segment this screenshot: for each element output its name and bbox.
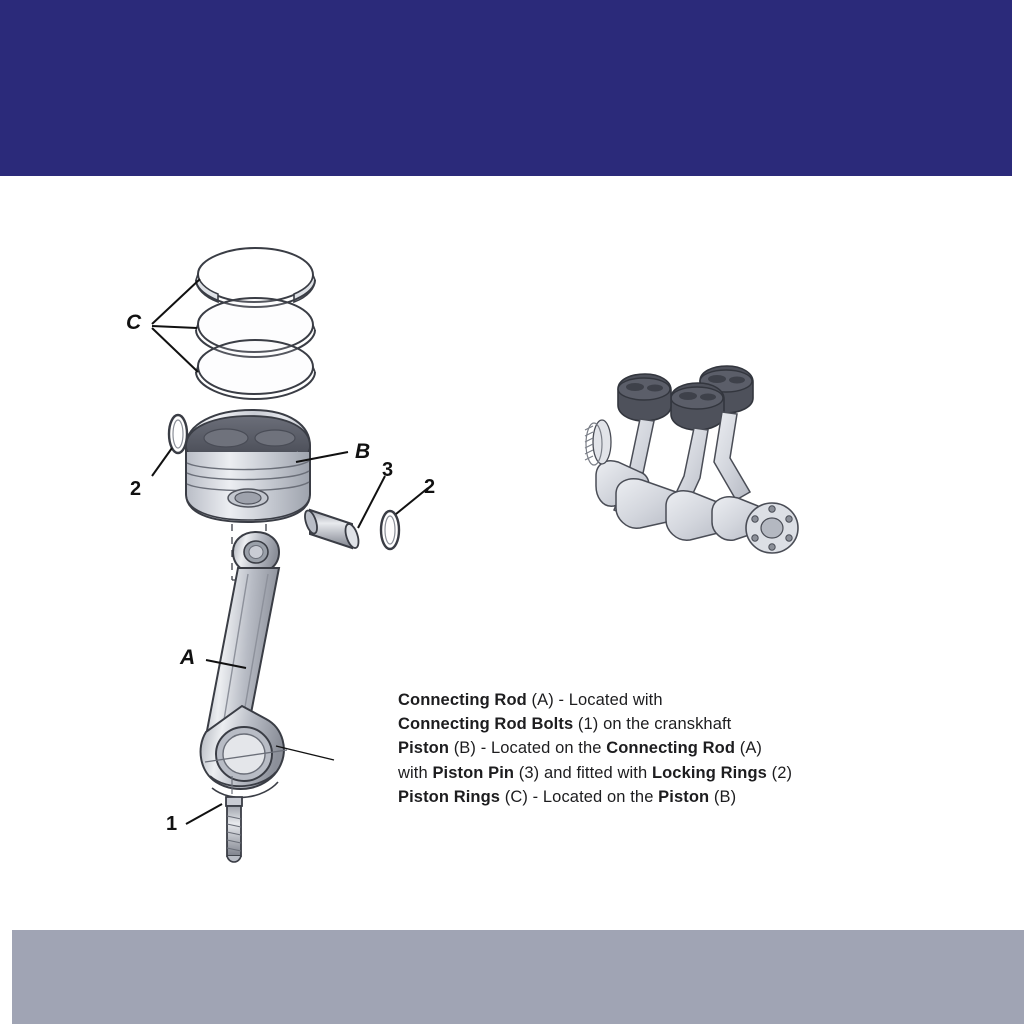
callout-a: A xyxy=(180,646,196,669)
caption-text-1: (A) - Located with xyxy=(526,691,663,709)
callout-3: 3 xyxy=(382,459,394,481)
assembly-piston-front xyxy=(618,374,671,421)
locking-ring-right xyxy=(381,488,428,549)
caption-term-piston-2: Piston xyxy=(658,787,710,806)
caption-line-4 xyxy=(398,761,878,785)
locking-ring-left xyxy=(152,415,187,476)
piston-pin xyxy=(303,476,385,550)
caption-term-connecting-rod-bolts: Connecting Rod Bolts xyxy=(398,715,574,734)
caption-term-connecting-rod: Connecting Rod xyxy=(398,691,527,709)
caption-term-piston-pin: Piston Pin xyxy=(432,763,515,782)
exploded-view-figure xyxy=(0,176,1024,930)
caption-line-3 xyxy=(398,736,878,760)
piston-ring-3 xyxy=(196,340,315,399)
caption-term-connecting-rod-2: Connecting Rod xyxy=(606,739,736,758)
caption-term-piston: Piston xyxy=(398,739,450,758)
caption-line-5 xyxy=(398,785,878,809)
connecting-rod-bolt xyxy=(186,797,242,862)
callout-c: C xyxy=(126,311,142,334)
connecting-rod xyxy=(201,532,334,797)
footer-band xyxy=(12,930,1024,1024)
caption-text-4c: (2) xyxy=(766,763,793,782)
caption-text-5a: (C) - Located on the xyxy=(500,787,659,806)
caption-text-3a: (B) - Located on the xyxy=(449,739,607,758)
piston-rings-group xyxy=(152,248,315,399)
caption-text-5b: (B) xyxy=(709,787,737,806)
caption-line-2 xyxy=(398,712,878,736)
caption-block xyxy=(398,688,878,809)
header-band xyxy=(0,0,1012,176)
assembly-piston-mid xyxy=(671,383,724,430)
callout-b: B xyxy=(355,440,371,463)
caption-term-piston-rings: Piston Rings xyxy=(398,787,501,806)
caption-text-2: (1) on the cranskhaft xyxy=(573,715,732,734)
callout-2-right: 2 xyxy=(424,476,436,498)
crank-assembly-thumbnail xyxy=(585,366,798,553)
callout-2-left: 2 xyxy=(130,478,142,500)
crank-gear xyxy=(585,420,611,465)
diagram-stage xyxy=(0,176,1024,930)
caption-text-3b: (A) xyxy=(735,739,763,758)
caption-term-locking-rings: Locking Rings xyxy=(651,763,767,782)
caption-text-4a: with xyxy=(398,763,433,782)
caption-line-1 xyxy=(398,688,878,712)
caption-text-4b: (3) and fitted with xyxy=(514,763,652,782)
callout-1: 1 xyxy=(166,813,178,835)
